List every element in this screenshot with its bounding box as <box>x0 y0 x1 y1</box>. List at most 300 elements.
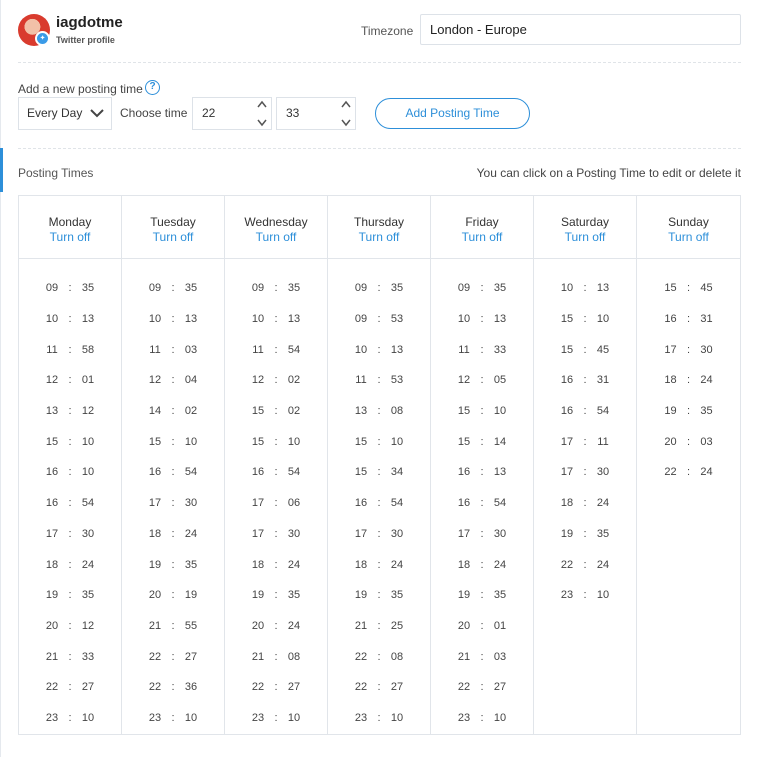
posting-time[interactable] <box>431 365 533 396</box>
posting-time[interactable] <box>328 426 430 457</box>
time-hour: 15 <box>45 435 59 448</box>
day-name: Saturday <box>560 215 610 229</box>
posting-time[interactable] <box>122 488 224 519</box>
time-hour: 16 <box>45 497 59 510</box>
posting-time[interactable] <box>328 519 430 550</box>
posting-time[interactable] <box>19 549 121 580</box>
time-minute: 13 <box>493 466 507 479</box>
posting-time[interactable] <box>534 457 636 488</box>
posting-time[interactable] <box>225 396 327 427</box>
posting-time[interactable] <box>19 457 121 488</box>
posting-time[interactable] <box>431 611 533 642</box>
time-separator: : <box>480 527 484 540</box>
time-separator: : <box>171 435 175 448</box>
posting-time[interactable] <box>19 703 121 734</box>
posting-time[interactable] <box>637 334 740 365</box>
time-separator: : <box>171 313 175 326</box>
time-minute: 24 <box>493 558 507 571</box>
stepper-arrows-icon[interactable] <box>340 99 352 128</box>
posting-time[interactable] <box>431 457 533 488</box>
time-hour: 16 <box>354 497 368 510</box>
time-minute: 34 <box>390 466 404 479</box>
posting-time[interactable] <box>19 304 121 335</box>
time-separator: : <box>171 681 175 694</box>
time-hour: 15 <box>251 405 265 418</box>
time-list <box>534 259 636 611</box>
time-hour: 10 <box>148 313 162 326</box>
time-separator: : <box>171 619 175 632</box>
time-separator: : <box>68 527 72 540</box>
time-minute: 45 <box>700 282 713 295</box>
time-separator: : <box>480 681 484 694</box>
posting-time[interactable] <box>637 273 740 304</box>
posting-time[interactable] <box>534 549 636 580</box>
posting-time[interactable] <box>122 334 224 365</box>
time-separator: : <box>686 435 691 448</box>
time-separator: : <box>686 282 691 295</box>
time-minute: 53 <box>390 313 404 326</box>
posting-time[interactable] <box>328 549 430 580</box>
hour-stepper[interactable] <box>192 97 272 130</box>
time-hour: 20 <box>45 619 59 632</box>
time-separator: : <box>583 435 587 448</box>
time-hour: 18 <box>45 558 59 571</box>
time-hour: 16 <box>45 466 59 479</box>
time-hour: 16 <box>457 466 471 479</box>
posting-time[interactable] <box>225 304 327 335</box>
time-hour: 10 <box>354 343 368 356</box>
time-separator: : <box>583 466 587 479</box>
posting-time[interactable] <box>534 519 636 550</box>
posting-time[interactable] <box>534 580 636 611</box>
time-separator: : <box>171 466 175 479</box>
turn-off-link[interactable]: Turn off <box>49 230 91 244</box>
time-minute: 10 <box>287 435 301 448</box>
time-hour: 19 <box>560 527 574 540</box>
time-hour: 10 <box>560 282 574 295</box>
choose-time-label: Choose time <box>120 106 188 120</box>
time-minute: 35 <box>287 282 301 295</box>
divider <box>18 62 741 63</box>
posting-time[interactable] <box>19 641 121 672</box>
time-hour: 16 <box>457 497 471 510</box>
time-separator: : <box>377 711 381 724</box>
time-minute: 55 <box>184 619 198 632</box>
help-circle-icon[interactable]: ? <box>145 80 160 95</box>
time-separator: : <box>274 589 278 602</box>
posting-time[interactable] <box>122 426 224 457</box>
time-minute: 35 <box>81 282 95 295</box>
posting-time[interactable] <box>225 426 327 457</box>
time-separator: : <box>480 313 484 326</box>
time-separator: : <box>377 558 381 571</box>
posting-time[interactable] <box>431 672 533 703</box>
time-separator: : <box>171 589 175 602</box>
day-column-wednesday <box>225 196 328 734</box>
frequency-select[interactable] <box>18 97 112 130</box>
time-hour: 11 <box>252 343 264 356</box>
time-separator: : <box>377 405 381 418</box>
time-separator: : <box>68 466 72 479</box>
posting-time[interactable] <box>328 304 430 335</box>
time-hour: 09 <box>354 282 368 295</box>
posting-time[interactable] <box>431 488 533 519</box>
posting-time[interactable] <box>122 703 224 734</box>
posting-time[interactable] <box>19 273 121 304</box>
posting-time[interactable] <box>19 396 121 427</box>
time-hour: 22 <box>664 466 677 479</box>
time-minute: 10 <box>390 711 404 724</box>
time-minute: 30 <box>596 466 610 479</box>
time-minute: 03 <box>184 343 198 356</box>
time-minute: 35 <box>184 558 198 571</box>
time-list <box>431 259 533 733</box>
turn-off-link[interactable]: Turn off <box>255 230 297 244</box>
time-hour: 19 <box>457 589 471 602</box>
posting-time[interactable] <box>328 703 430 734</box>
time-hour: 11 <box>46 343 58 356</box>
time-separator: : <box>583 497 587 510</box>
posting-time[interactable] <box>122 611 224 642</box>
time-minute: 10 <box>287 711 301 724</box>
time-minute: 30 <box>81 527 95 540</box>
posting-time[interactable] <box>431 396 533 427</box>
time-hour: 17 <box>251 527 265 540</box>
day-column-saturday <box>534 196 637 734</box>
day-header <box>328 196 430 259</box>
chevron-down-icon <box>90 108 104 118</box>
time-minute: 35 <box>390 282 404 295</box>
posting-time[interactable] <box>431 519 533 550</box>
add-posting-time-button[interactable]: Add Posting Time <box>375 98 530 129</box>
posting-time[interactable] <box>431 426 533 457</box>
time-hour: 12 <box>148 374 162 387</box>
time-minute: 13 <box>493 313 507 326</box>
time-separator: : <box>377 527 381 540</box>
day-column-sunday <box>637 196 740 734</box>
time-hour: 23 <box>251 711 265 724</box>
time-minute: 54 <box>493 497 507 510</box>
time-separator: : <box>68 374 72 387</box>
time-separator: : <box>480 497 484 510</box>
day-header <box>19 196 121 259</box>
time-hour: 23 <box>560 589 574 602</box>
posting-time[interactable] <box>328 334 430 365</box>
time-separator: : <box>274 435 278 448</box>
posting-time[interactable] <box>328 641 430 672</box>
posting-time[interactable] <box>328 273 430 304</box>
posting-time[interactable] <box>328 365 430 396</box>
posting-time[interactable] <box>19 580 121 611</box>
time-list <box>225 259 327 733</box>
day-header <box>431 196 533 259</box>
time-separator: : <box>686 343 691 356</box>
posting-time[interactable] <box>225 519 327 550</box>
time-hour: 10 <box>45 313 59 326</box>
time-separator: : <box>583 282 587 295</box>
time-hour: 22 <box>354 681 368 694</box>
posting-time[interactable] <box>431 641 533 672</box>
time-minute: 08 <box>390 405 404 418</box>
posting-time[interactable] <box>431 549 533 580</box>
posting-time[interactable] <box>637 365 740 396</box>
time-hour: 22 <box>148 650 162 663</box>
posting-time[interactable] <box>431 703 533 734</box>
time-separator: : <box>480 619 484 632</box>
hour-value: 22 <box>202 106 216 120</box>
time-separator: : <box>583 343 587 356</box>
posting-time[interactable] <box>225 457 327 488</box>
posting-time[interactable] <box>534 273 636 304</box>
time-minute: 35 <box>287 589 301 602</box>
stepper-arrows-icon[interactable] <box>256 99 268 128</box>
time-minute: 10 <box>81 435 95 448</box>
time-hour: 16 <box>251 466 265 479</box>
posting-time[interactable] <box>328 580 430 611</box>
time-minute: 54 <box>287 343 301 356</box>
posting-time[interactable] <box>637 396 740 427</box>
day-name: Friday <box>465 215 499 229</box>
time-separator: : <box>274 527 278 540</box>
posting-time[interactable] <box>225 580 327 611</box>
posting-time[interactable] <box>19 365 121 396</box>
timezone-field[interactable]: London - Europe <box>420 14 741 45</box>
time-separator: : <box>377 681 381 694</box>
posting-time[interactable] <box>225 365 327 396</box>
time-minute: 54 <box>390 497 404 510</box>
time-hour: 17 <box>457 527 471 540</box>
time-separator: : <box>68 405 72 418</box>
posting-time[interactable] <box>534 426 636 457</box>
time-minute: 54 <box>287 466 301 479</box>
posting-time[interactable] <box>225 334 327 365</box>
time-separator: : <box>171 711 175 724</box>
time-separator: : <box>377 435 381 448</box>
time-hour: 18 <box>251 558 265 571</box>
time-hour: 22 <box>457 681 471 694</box>
time-minute: 27 <box>390 681 404 694</box>
time-minute: 10 <box>184 435 198 448</box>
time-minute: 33 <box>493 343 507 356</box>
time-hour: 23 <box>354 711 368 724</box>
profile-subtitle: Twitter profile <box>56 35 115 45</box>
time-hour: 22 <box>148 681 162 694</box>
time-hour: 23 <box>457 711 471 724</box>
time-minute: 30 <box>184 497 198 510</box>
posting-times-hint: You can click on a Posting Time to edit or delete it <box>476 166 741 180</box>
time-minute: 35 <box>81 589 95 602</box>
time-minute: 03 <box>700 435 713 448</box>
time-minute: 02 <box>287 405 301 418</box>
posting-time[interactable] <box>19 672 121 703</box>
time-minute: 54 <box>81 497 95 510</box>
time-minute: 54 <box>184 466 198 479</box>
time-minute: 04 <box>184 374 198 387</box>
time-minute: 30 <box>493 527 507 540</box>
time-minute: 13 <box>390 343 404 356</box>
time-minute: 02 <box>184 405 198 418</box>
posting-time[interactable] <box>534 396 636 427</box>
time-separator: : <box>377 589 381 602</box>
time-minute: 35 <box>596 527 610 540</box>
posting-time[interactable] <box>225 549 327 580</box>
time-separator: : <box>377 343 381 356</box>
posting-time[interactable] <box>225 273 327 304</box>
time-minute: 14 <box>493 435 507 448</box>
posting-time[interactable] <box>122 457 224 488</box>
time-minute: 10 <box>81 711 95 724</box>
time-minute: 31 <box>596 374 610 387</box>
time-hour: 17 <box>560 435 574 448</box>
posting-time[interactable] <box>328 396 430 427</box>
time-separator: : <box>274 619 278 632</box>
turn-off-link[interactable]: Turn off <box>461 230 503 244</box>
time-separator: : <box>274 282 278 295</box>
posting-time[interactable] <box>328 672 430 703</box>
time-separator: : <box>68 343 72 356</box>
time-minute: 45 <box>596 343 610 356</box>
time-hour: 18 <box>457 558 471 571</box>
posting-time[interactable] <box>637 426 740 457</box>
time-minute: 54 <box>596 405 610 418</box>
time-separator: : <box>274 681 278 694</box>
time-hour: 17 <box>148 497 162 510</box>
posting-time[interactable] <box>122 365 224 396</box>
time-minute: 24 <box>81 558 95 571</box>
posting-time[interactable] <box>122 519 224 550</box>
day-column-friday <box>431 196 534 734</box>
time-separator: : <box>171 343 175 356</box>
time-minute: 13 <box>287 313 301 326</box>
posting-time[interactable] <box>122 672 224 703</box>
time-hour: 12 <box>251 374 265 387</box>
time-hour: 09 <box>457 282 471 295</box>
time-separator: : <box>68 589 72 602</box>
posting-time[interactable] <box>534 304 636 335</box>
time-minute: 35 <box>184 282 198 295</box>
posting-time[interactable] <box>225 672 327 703</box>
time-hour: 13 <box>354 405 368 418</box>
time-hour: 18 <box>664 374 677 387</box>
posting-time[interactable] <box>225 641 327 672</box>
time-minute: 13 <box>81 313 95 326</box>
posting-time[interactable] <box>225 703 327 734</box>
time-hour: 21 <box>251 650 265 663</box>
time-hour: 11 <box>149 343 161 356</box>
minute-stepper[interactable] <box>276 97 356 130</box>
posting-time[interactable] <box>19 334 121 365</box>
minute-value: 33 <box>286 106 300 120</box>
time-separator: : <box>171 558 175 571</box>
posting-time[interactable] <box>19 519 121 550</box>
time-separator: : <box>480 466 484 479</box>
posting-time[interactable] <box>122 396 224 427</box>
time-hour: 23 <box>148 711 162 724</box>
time-hour: 15 <box>457 435 471 448</box>
posting-time[interactable] <box>122 580 224 611</box>
turn-off-link[interactable]: Turn off <box>358 230 400 244</box>
time-minute: 24 <box>700 466 713 479</box>
posting-time[interactable] <box>122 304 224 335</box>
turn-off-link[interactable]: Turn off <box>152 230 194 244</box>
time-hour: 23 <box>45 711 59 724</box>
time-hour: 20 <box>664 435 677 448</box>
time-minute: 58 <box>81 343 95 356</box>
day-name: Monday <box>48 215 92 229</box>
posting-time[interactable] <box>19 611 121 642</box>
posting-time[interactable] <box>637 457 740 488</box>
posting-time[interactable] <box>534 334 636 365</box>
posting-time[interactable] <box>19 488 121 519</box>
posting-times-title: Posting Times <box>18 166 94 180</box>
time-separator: : <box>68 681 72 694</box>
posting-time[interactable] <box>431 273 533 304</box>
posting-time[interactable] <box>637 304 740 335</box>
time-hour: 16 <box>664 313 677 326</box>
time-minute: 10 <box>493 405 507 418</box>
time-separator: : <box>686 405 691 418</box>
time-minute: 27 <box>493 681 507 694</box>
posting-time[interactable] <box>122 273 224 304</box>
time-hour: 22 <box>45 681 59 694</box>
posting-time[interactable] <box>328 611 430 642</box>
posting-time[interactable] <box>225 488 327 519</box>
posting-time[interactable] <box>431 304 533 335</box>
posting-time[interactable] <box>122 549 224 580</box>
time-minute: 53 <box>390 374 404 387</box>
time-hour: 22 <box>560 558 574 571</box>
posting-time[interactable] <box>431 334 533 365</box>
time-separator: : <box>377 374 381 387</box>
time-hour: 15 <box>560 313 574 326</box>
time-separator: : <box>377 619 381 632</box>
time-separator: : <box>686 374 691 387</box>
posting-time[interactable] <box>19 426 121 457</box>
posting-time[interactable] <box>534 488 636 519</box>
posting-time[interactable] <box>534 365 636 396</box>
posting-time[interactable] <box>431 580 533 611</box>
time-minute: 30 <box>287 527 301 540</box>
posting-time[interactable] <box>225 611 327 642</box>
time-list <box>122 259 224 733</box>
time-minute: 30 <box>390 527 404 540</box>
time-minute: 10 <box>596 589 610 602</box>
time-minute: 27 <box>287 681 301 694</box>
time-minute: 10 <box>596 313 610 326</box>
time-hour: 11 <box>458 343 470 356</box>
time-separator: : <box>583 374 587 387</box>
posting-time[interactable] <box>328 457 430 488</box>
time-separator: : <box>274 466 278 479</box>
time-separator: : <box>377 282 381 295</box>
time-minute: 27 <box>81 681 95 694</box>
day-name: Tuesday <box>150 215 196 229</box>
time-minute: 25 <box>390 619 404 632</box>
time-hour: 12 <box>457 374 471 387</box>
time-hour: 13 <box>45 405 59 418</box>
time-minute: 35 <box>493 282 507 295</box>
time-minute: 24 <box>700 374 713 387</box>
time-separator: : <box>274 497 278 510</box>
time-hour: 18 <box>560 497 574 510</box>
time-separator: : <box>480 589 484 602</box>
posting-time[interactable] <box>122 641 224 672</box>
time-minute: 08 <box>390 650 404 663</box>
time-separator: : <box>377 466 381 479</box>
turn-off-link[interactable]: Turn off <box>668 230 709 244</box>
posting-time[interactable] <box>328 488 430 519</box>
turn-off-link[interactable]: Turn off <box>564 230 606 244</box>
